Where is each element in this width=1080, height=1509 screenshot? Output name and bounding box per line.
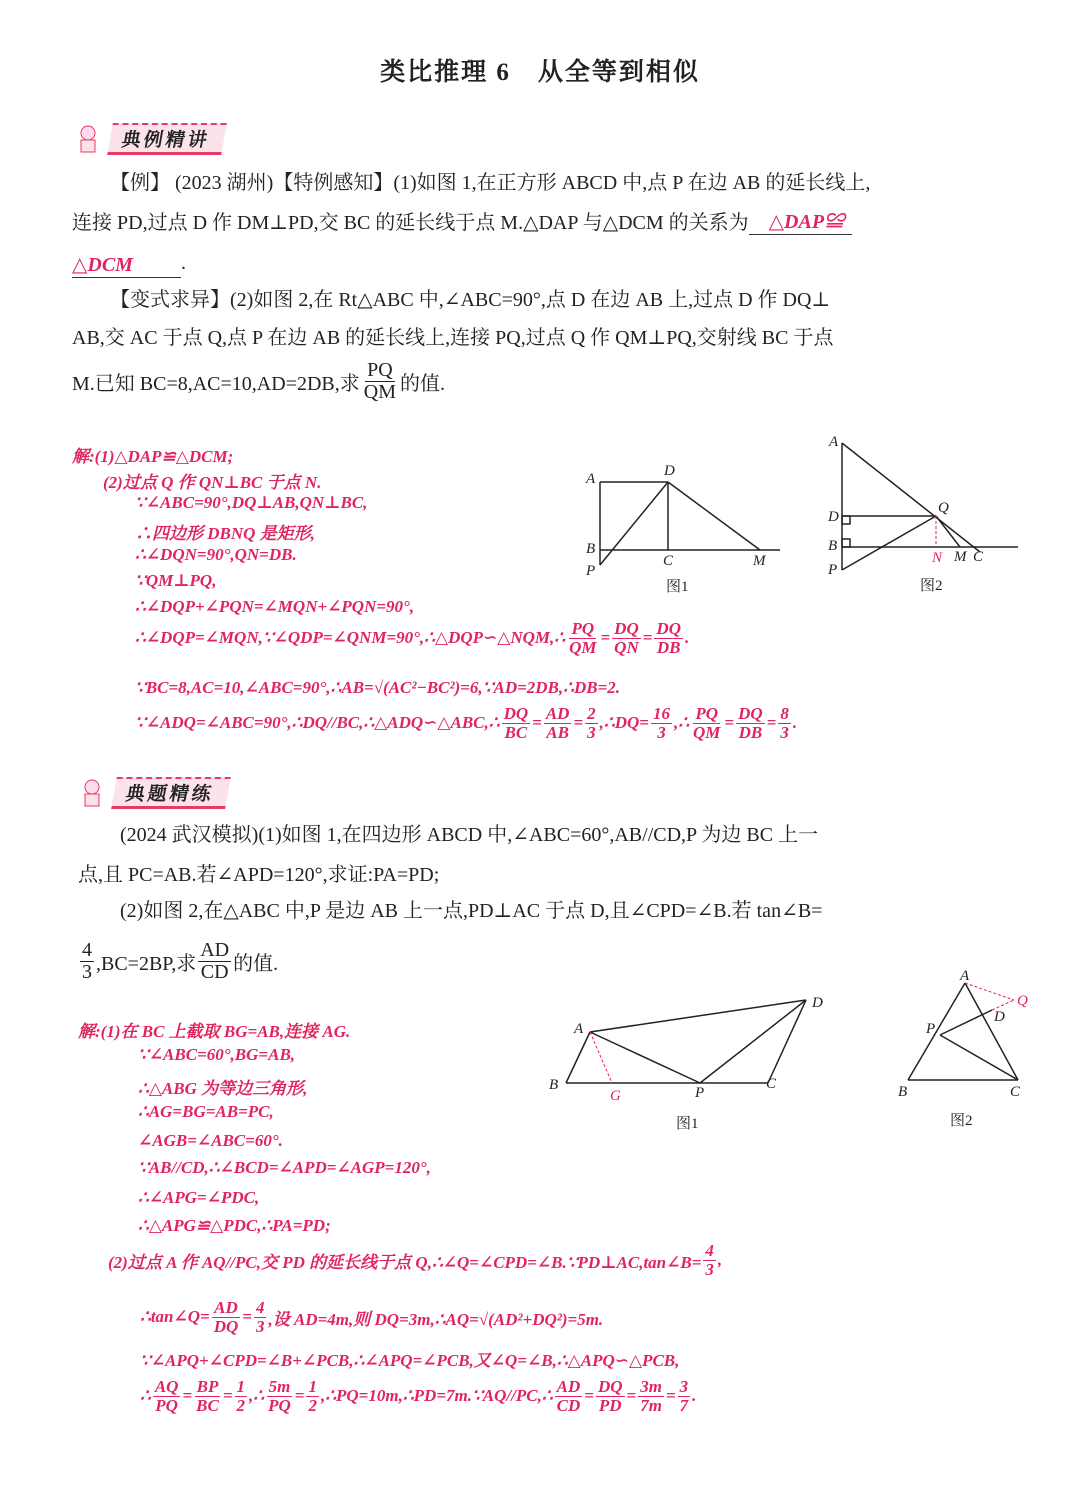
solution-line (135, 678, 620, 698)
solution-line (138, 1045, 295, 1065)
numerator: 8 (780, 704, 789, 723)
text-segment: 的值. (400, 373, 445, 395)
denominator: CD (200, 961, 229, 983)
point-label: M (753, 553, 766, 569)
text-segment: . (180, 251, 186, 274)
text-segment: ,BC=2BP,求 (96, 953, 197, 975)
text-segment: 【变式求异】(2)如图 2,在 Rt△ABC 中,∠ABC=90°,点 D 在边 AB 上,过点 D 作 DQ⊥ (110, 289, 831, 311)
point-label: Q (938, 500, 949, 516)
point-label: B (828, 538, 838, 554)
fraction (544, 705, 572, 742)
fraction (703, 1242, 716, 1279)
point-label: C (766, 1076, 777, 1092)
example-line (72, 205, 852, 235)
fraction (654, 620, 683, 657)
text-segment: M.已知 BC=8,AC=10,AD=2DB,求 (72, 373, 360, 395)
text-segment: = (222, 1386, 233, 1406)
point-label: D (812, 995, 823, 1011)
text-segment: ∴△ABG 为等边三角形, (138, 1079, 308, 1098)
text-segment: ∴∠APG=∠PDC, (138, 1188, 260, 1207)
numerator: AD (556, 1377, 581, 1396)
numerator: 1 (308, 1377, 317, 1396)
solution-line (140, 1378, 696, 1415)
denominator: QM (693, 722, 721, 742)
fraction (585, 705, 598, 742)
point-label: D (994, 1009, 1005, 1025)
numerator: DQ (656, 619, 681, 638)
denominator: PD (598, 1395, 622, 1415)
figure-caption: 图1 (676, 1116, 699, 1132)
numerator: 5m (268, 1377, 291, 1396)
solution-line (78, 1017, 350, 1042)
text-segment: AB,交 AC 于点 Q,点 P 在边 AB 的延长线上,连接 PQ,过点 Q 作 QM⊥PQ,交射线 BC 于点 (72, 327, 834, 349)
text-segment: (2)如图 2,在△ABC 中,P 是边 AB 上一点,PD⊥AC 于点 D,且∠CPD=∠B.若 tan∠B= (120, 900, 823, 922)
point-label: P (586, 563, 596, 579)
point-label: B (549, 1077, 559, 1093)
text-segment: 连接 PD,过点 D 作 DM⊥PD,交 BC 的延长线于点 M.△DAP 与△DCM 的关系为 (72, 211, 749, 234)
practice-line (78, 858, 439, 887)
text-segment: = (626, 1386, 637, 1406)
text-segment: ∴四边形 DBNQ 是矩形, (135, 524, 315, 543)
fraction (194, 1378, 221, 1415)
text-segment: ∴AG=BG=AB=PC, (138, 1102, 274, 1121)
numerator: AD (200, 939, 230, 961)
text-segment: = (573, 713, 584, 733)
numerator: 4 (255, 1298, 265, 1317)
example-line (110, 166, 870, 195)
denominator: PQ (268, 1395, 291, 1415)
text-segment: ,∴ (673, 713, 690, 733)
section-title: 典例精讲 (107, 123, 227, 155)
point-label: A (829, 434, 839, 450)
solution-line (138, 1158, 431, 1178)
text-segment: ∵∠APQ+∠CPD=∠B+∠PCB,∴∠APQ=∠PCB,又∠Q=∠B,∴△APQ∽△PCB, (140, 1351, 680, 1370)
answer-blank: △DAP≌ (749, 205, 852, 235)
text-segment: = (294, 1386, 305, 1406)
numerator: 4 (705, 1241, 714, 1260)
text-segment: = (766, 713, 777, 733)
page-title: 类比推理 6 从全等到相似 (380, 59, 700, 86)
text-segment: (2024 武汉模拟)(1)如图 1,在四边形 ABCD 中,∠ABC=60°,AB//CD,P 为边 BC 上一 (120, 824, 819, 846)
denominator: BC (196, 1395, 219, 1415)
denominator: 2 (308, 1395, 317, 1415)
denominator: QM (363, 381, 396, 403)
numerator: AD (214, 1298, 238, 1317)
girl-mascot-icon (70, 123, 110, 155)
figure-caption: 图2 (950, 1113, 973, 1129)
example-line (72, 360, 445, 403)
solution-line (108, 1242, 722, 1279)
boy-mascot-icon (74, 777, 114, 809)
figure-1-quadrilateral (540, 985, 840, 1135)
numerator: PQ (571, 619, 595, 638)
numerator: AD (545, 704, 570, 723)
text-segment: = (584, 1386, 594, 1406)
text-segment: ∵∠ABC=90°,DQ⊥AB,QN⊥BC, (135, 493, 368, 512)
solution-line (135, 705, 797, 742)
fraction (736, 705, 765, 742)
figure-1-square (570, 455, 800, 600)
fraction (266, 1378, 293, 1415)
figure-2-triangle (890, 965, 1040, 1130)
text-segment: = (532, 713, 542, 733)
numerator: DQ (503, 704, 529, 723)
numerator: PQ (367, 359, 393, 381)
solution-line (103, 468, 321, 493)
numerator: DQ (597, 1377, 623, 1396)
text-segment: ∵∠ABC=60°,BG=AB, (138, 1045, 296, 1064)
point-label: Q (1017, 993, 1028, 1009)
point-label: D (828, 509, 839, 525)
numerator: 1 (236, 1377, 246, 1396)
practice-line (120, 894, 822, 923)
point-label: A (574, 1021, 584, 1037)
denominator: 3 (705, 1259, 714, 1279)
denominator: QM (569, 637, 597, 657)
figure-2-right-triangle (820, 430, 1030, 600)
numerator: 3 (679, 1377, 689, 1396)
denominator: 3 (657, 722, 666, 742)
text-segment: ∵BC=8,AC=10,∠ABC=90°,∴AB=√(AC²−BC²)=6,∵AD=2DB,∴DB=2. (135, 678, 621, 697)
numerator: AQ (154, 1377, 179, 1396)
point-label: N (932, 550, 943, 566)
point-label: P (695, 1085, 705, 1101)
example-line (110, 283, 830, 312)
solution-line (138, 1074, 307, 1099)
solution-line (138, 1188, 259, 1208)
solution-line (135, 597, 414, 617)
answer-blank: △DCM (72, 248, 181, 278)
section-badge-example (70, 122, 224, 156)
text-segment: . (792, 713, 798, 733)
text-segment: = (665, 1386, 676, 1406)
denominator: BC (504, 722, 528, 742)
solution-line (135, 519, 315, 544)
text-segment: ,∴ (249, 1386, 265, 1406)
text-segment: = (724, 713, 735, 733)
text-segment: ∴△APG≌△PDC,∴PA=PD; (138, 1216, 331, 1235)
fraction (612, 620, 641, 657)
denominator: 3 (780, 722, 789, 742)
solution-line (135, 545, 297, 565)
point-label: P (828, 562, 838, 578)
text-segment: ∵QM⊥PQ, (135, 571, 217, 590)
text-segment: ∵AB//CD,∴∠BCD=∠APD=∠AGP=120°, (138, 1158, 431, 1177)
text-segment: = (242, 1307, 252, 1327)
point-label: C (1010, 1084, 1021, 1100)
text-segment: = (642, 628, 653, 648)
figure-caption: 图1 (666, 579, 689, 595)
solution-line (140, 1346, 679, 1371)
solution-line (135, 620, 689, 657)
point-label: C (973, 549, 984, 565)
point-label: G (610, 1088, 621, 1104)
text-segment: ∵∠ADQ=∠ABC=90°,∴DQ//BC,∴△ADQ∽△ABC,∴ (135, 713, 500, 733)
solution-line (138, 1216, 331, 1236)
fraction (678, 1378, 691, 1415)
text-segment: 解:(1)△DAP≌△DCM; (72, 447, 234, 466)
text-segment: 的值. (233, 953, 279, 975)
fraction (306, 1378, 319, 1415)
denominator: 7m (640, 1395, 662, 1415)
text-segment: ∠AGB=∠ABC=60°. (138, 1131, 283, 1150)
point-label: B (586, 541, 596, 557)
numerator: DQ (614, 619, 639, 638)
solution-line (138, 1102, 274, 1122)
text-segment: . (684, 628, 690, 648)
fraction (596, 1378, 625, 1415)
solution-line (135, 571, 216, 591)
denominator: 3 (82, 961, 92, 983)
text-segment: = (600, 628, 611, 648)
point-label: B (898, 1084, 908, 1100)
text-segment: . (692, 1386, 697, 1406)
numerator: BP (196, 1377, 219, 1396)
fraction (555, 1378, 583, 1415)
text-segment: ,∴DQ= (599, 713, 649, 733)
fraction (362, 360, 398, 403)
fraction (691, 705, 722, 742)
text-segment: ∴tan∠Q= (140, 1307, 210, 1327)
fraction (212, 1299, 241, 1336)
denominator: DQ (213, 1316, 239, 1336)
text-segment: (2)过点 A 作 AQ//PC,交 PD 的延长线于点 Q,∴∠Q=∠CPD=∠B.∵PD⊥AC,tan∠B= (108, 1252, 702, 1272)
text-segment: ∴∠DQN=90°,QN=DB. (135, 545, 297, 564)
point-label: M (954, 549, 967, 565)
practice-line (120, 818, 818, 847)
solution-line (72, 442, 233, 467)
text-segment: ∴∠DQP=∠MQN,∵∠QDP=∠QNM=90°,∴△DQP∽△NQM,∴ (135, 628, 566, 648)
denominator: 2 (236, 1395, 246, 1415)
solution-line (135, 493, 367, 513)
numerator: 2 (587, 704, 596, 723)
text-segment: 解:(1)在 BC 上截取 BG=AB,连接 AG. (78, 1022, 351, 1041)
denominator: AB (546, 722, 569, 742)
denominator: DB (738, 722, 763, 742)
numerator: 4 (82, 939, 92, 961)
denominator: 7 (679, 1395, 689, 1415)
section-badge-practice (74, 776, 228, 810)
text-segment: ∴ (140, 1386, 151, 1406)
text-segment: ,设 AD=4m,则 DQ=3m,∴AQ=√(AD²+DQ²)=5m. (268, 1309, 604, 1329)
point-label: C (663, 553, 674, 569)
figure-caption: 图2 (920, 578, 943, 594)
fraction (651, 705, 672, 742)
denominator: CD (556, 1395, 581, 1415)
practice-line (78, 940, 278, 983)
section-title: 典题精练 (111, 777, 231, 809)
text-segment: ,∴PQ=10m,∴PD=7m.∵AQ//PC,∴ (320, 1386, 553, 1406)
fraction (567, 620, 598, 657)
fraction (638, 1378, 664, 1415)
numerator: 3m (640, 1377, 662, 1396)
example-line (72, 248, 186, 278)
point-label: P (926, 1021, 936, 1037)
fraction (502, 705, 531, 742)
text-segment: 【例】 (2023 湖州)【特例感知】(1)如图 1,在正方形 ABCD 中,点 P 在边 AB 的延长线上, (110, 172, 871, 194)
fraction (778, 705, 791, 742)
solution-line (138, 1131, 283, 1151)
text-segment: 点,且 PC=AB.若∠APD=120°,求证:PA=PD; (78, 864, 440, 886)
example-line (72, 321, 833, 350)
denominator: 3 (587, 722, 596, 742)
text-segment: , (717, 1250, 723, 1270)
fraction (254, 1299, 267, 1336)
text-segment: ∴∠DQP+∠PQN=∠MQN+∠PQN=90°, (135, 597, 415, 616)
denominator: PQ (155, 1395, 178, 1415)
fraction (235, 1378, 248, 1415)
numerator: 16 (652, 704, 670, 723)
numerator: PQ (695, 704, 719, 723)
solution-line (140, 1299, 603, 1336)
text-segment: = (182, 1386, 193, 1406)
point-label: A (586, 471, 596, 487)
denominator: QN (614, 637, 639, 657)
point-label: A (960, 968, 970, 984)
fraction (80, 940, 94, 983)
denominator: 3 (255, 1316, 265, 1336)
fraction (153, 1378, 181, 1415)
point-label: D (664, 463, 675, 479)
fraction (198, 940, 231, 983)
denominator: DB (656, 637, 681, 657)
text-segment: (2)过点 Q 作 QN⊥BC 于点 N. (103, 473, 322, 492)
numerator: DQ (738, 704, 763, 723)
